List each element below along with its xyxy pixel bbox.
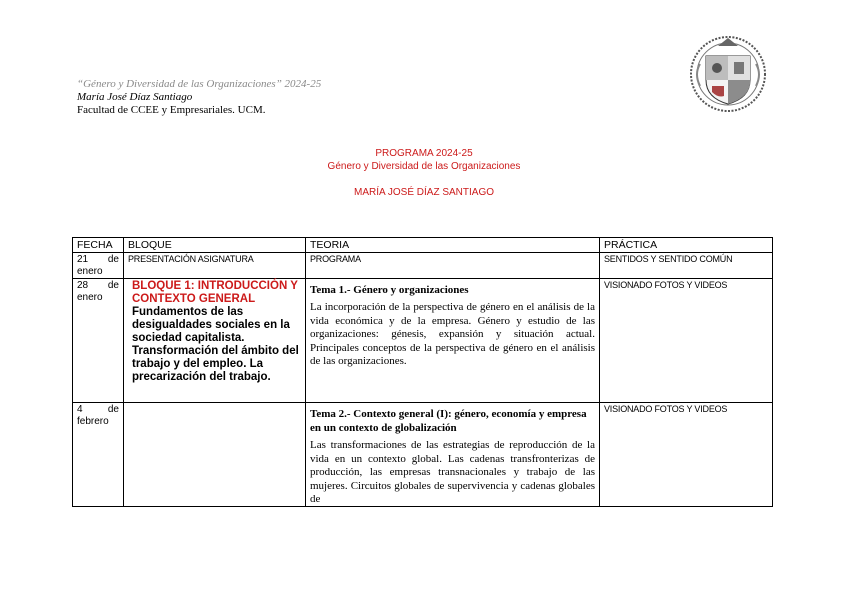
header-practica: PRÁCTICA xyxy=(600,238,773,253)
table-row xyxy=(73,403,773,507)
fecha-de: de xyxy=(107,404,119,415)
table-row xyxy=(73,253,773,279)
bloque-title: BLOQUE 1: INTRODUCCIÓN Y CONTEXTO GENERAL xyxy=(132,280,298,305)
fecha-de: de xyxy=(107,280,119,291)
ucm-seal-logo xyxy=(688,34,768,114)
fecha-month: febrero xyxy=(77,416,109,427)
fecha-day: 21 xyxy=(77,254,89,265)
header-fecha: FECHA xyxy=(73,238,124,253)
bloque-description: Fundamentos de las desigualdades sociales en la sociedad capitalista. Transformación del ámbito del trabajo y del empleo. La precarización del trabajo. xyxy=(132,306,299,383)
tema-body: Las transformaciones de las estrategias de reproducción de la vida en un contexto global. Las cadenas transfronterizas de producción, las empresas transnacionales y trabajo de las mujeres. Circuitos globales de supervivencia y cadenas globales de xyxy=(310,439,595,505)
teoria-cell xyxy=(306,279,600,403)
author-line: María José Díaz Santiago xyxy=(77,91,193,103)
tema-title: Tema 2.- Contexto general (I): género, economía y empresa en un contexto de globalización xyxy=(310,408,587,434)
teoria-cell: PROGRAMA xyxy=(306,253,600,279)
table-row xyxy=(73,279,773,403)
program-table xyxy=(72,237,773,507)
program-subtitle: Género y Diversidad de las Organizaciones xyxy=(327,161,521,172)
practica-cell: VISIONADO FOTOS Y VIDEOS xyxy=(600,279,773,403)
practica-cell: SENTIDOS Y SENTIDO COMÚN xyxy=(600,253,773,279)
fecha-cell xyxy=(73,403,124,507)
header-teoria: TEORIA xyxy=(306,238,600,253)
fecha-month: enero xyxy=(77,292,103,303)
fecha-de: de xyxy=(107,254,119,265)
tema-body: La incorporación de la perspectiva de género en el análisis de la vida económica y de la empresa. Género y estudio de las organizaciones: génesis, expansión y situación actual. Principales conceptos de la perspectiva de género en el análisis de las organizaciones. xyxy=(310,301,595,367)
program-title: PROGRAMA 2024-25 xyxy=(375,148,473,159)
bloque-cell xyxy=(124,279,306,403)
practica-cell: VISIONADO FOTOS Y VIDEOS xyxy=(600,403,773,507)
fecha-month: enero xyxy=(77,266,103,277)
fecha-cell xyxy=(73,253,124,279)
header-bloque: BLOQUE xyxy=(124,238,306,253)
fecha-day: 28 xyxy=(77,280,89,291)
teoria-cell xyxy=(306,403,600,507)
bloque-cell xyxy=(124,403,306,507)
faculty-line: Facultad de CCEE y Empresariales. UCM. xyxy=(77,104,266,116)
program-author: MARÍA JOSÉ DÍAZ SANTIAGO xyxy=(353,187,495,198)
table-header-row xyxy=(73,238,773,253)
document-header xyxy=(77,78,321,117)
bloque-cell: PRESENTACIÓN ASIGNATURA xyxy=(124,253,306,279)
fecha-day: 4 xyxy=(77,404,83,415)
course-line: “Género y Diversidad de las Organizaciones” 2024-25 xyxy=(77,78,322,90)
fecha-cell xyxy=(73,279,124,403)
tema-title: Tema 1.- Género y organizaciones xyxy=(310,284,469,296)
